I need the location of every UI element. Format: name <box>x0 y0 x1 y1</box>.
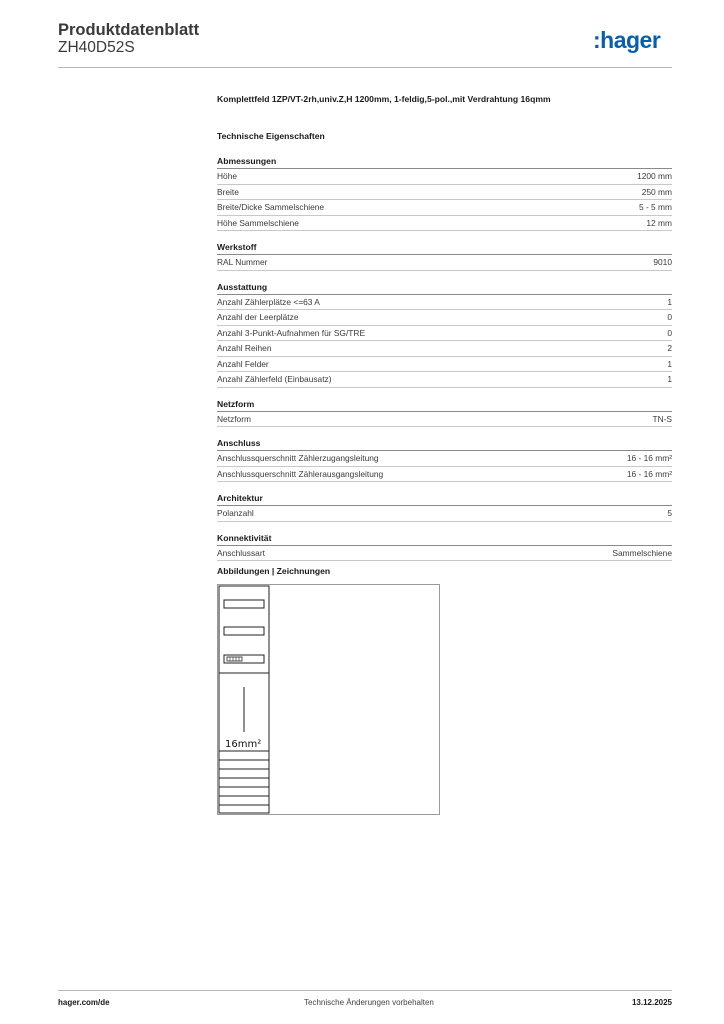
section-architektur <box>217 493 672 522</box>
section-abmessungen <box>217 156 672 231</box>
property-label: Anschlussquerschnitt Zählerausgangsleitung <box>217 468 384 479</box>
document-title: Produktdatenblatt <box>58 21 200 39</box>
distribution-panel-drawing <box>218 585 439 814</box>
property-value: 16 - 16 mm² <box>626 468 672 479</box>
property-value: 0 <box>667 312 672 322</box>
section-anschluss <box>217 438 672 482</box>
property-value: 5 <box>667 508 672 518</box>
product-code: ZH40D52S <box>58 39 135 56</box>
property-row <box>217 412 672 428</box>
property-value: 250 mm <box>641 186 672 197</box>
product-drawing-frame <box>217 584 440 815</box>
property-value: 1 <box>667 374 672 384</box>
property-value: 5 - 5 mm <box>638 202 672 212</box>
section-title: Werkstoff <box>217 242 672 255</box>
footer-divider <box>58 990 672 991</box>
property-sections <box>217 156 672 561</box>
property-value: 0 <box>667 327 672 338</box>
property-value: 9010 <box>653 257 672 267</box>
property-label: Anzahl Felder <box>217 358 269 369</box>
property-label: Höhe <box>217 171 238 181</box>
footer-website-link[interactable]: hager.com/de <box>58 998 110 1007</box>
property-value: 1200 mm <box>637 171 672 181</box>
property-label: RAL Nummer <box>217 257 268 267</box>
property-label: Breite/Dicke Sammelschiene <box>217 202 325 212</box>
property-label: Breite <box>217 186 239 197</box>
property-label: Polanzahl <box>217 508 254 518</box>
section-ausstattung <box>217 282 672 388</box>
product-content <box>217 94 672 572</box>
footer-date: 13.12.2025 <box>631 998 672 1007</box>
property-row <box>217 310 672 326</box>
property-row <box>217 341 672 357</box>
property-row <box>217 255 672 271</box>
property-label: Höhe Sammelschiene <box>217 217 299 228</box>
property-row <box>217 357 672 373</box>
property-label: Anschlussart <box>217 547 265 558</box>
property-row <box>217 326 672 342</box>
property-row <box>217 295 672 311</box>
property-row <box>217 216 672 232</box>
section-title: Architektur <box>217 493 672 506</box>
section-title: Anschluss <box>217 438 672 451</box>
section-title: Abmessungen <box>217 156 672 169</box>
cross-section-label: 16mm² <box>225 739 262 750</box>
property-row <box>217 506 672 522</box>
property-value: TN-S <box>652 413 672 424</box>
property-label: Anzahl Zählerplätze <=63 A <box>217 296 320 307</box>
header-divider <box>58 67 672 68</box>
property-row <box>217 467 672 483</box>
property-value: 1 <box>667 358 672 369</box>
technical-properties-heading: Technische Eigenschaften <box>217 131 325 141</box>
property-label: Anzahl 3-Punkt-Aufnahmen für SG/TRE <box>217 327 366 338</box>
property-row <box>217 372 672 388</box>
property-row <box>217 185 672 201</box>
section-werkstoff <box>217 242 672 271</box>
property-row <box>217 200 672 216</box>
section-konnektivität <box>217 533 672 562</box>
property-row <box>217 451 672 467</box>
property-label: Netzform <box>217 413 251 424</box>
property-value: 16 - 16 mm² <box>626 453 672 463</box>
hager-logo: :hager <box>593 27 661 53</box>
section-title: Ausstattung <box>217 282 672 295</box>
property-value: 2 <box>667 343 672 353</box>
property-label: Anzahl Zählerfeld (Einbausatz) <box>217 374 332 384</box>
property-row <box>217 169 672 185</box>
section-netzform <box>217 399 672 428</box>
section-title: Konnektivität <box>217 533 672 546</box>
product-description: Komplettfeld 1ZP/VT-2rh,univ.Z,H 1200mm, 1-feldig,5-pol.,mit Verdrahtung 16qmm <box>217 94 551 104</box>
property-label: Anschlussquerschnitt Zählerzugangsleitung <box>217 453 379 463</box>
property-row <box>217 546 672 562</box>
footer-notice: Technische Änderungen vorbehalten <box>304 998 434 1007</box>
property-label: Anzahl Reihen <box>217 343 272 353</box>
property-value: 1 <box>667 296 672 307</box>
property-label: Anzahl der Leerplätze <box>217 312 299 322</box>
figures-heading: Abbildungen | Zeichnungen <box>217 566 331 576</box>
property-value: Sammelschiene <box>612 547 672 558</box>
section-title: Netzform <box>217 399 672 412</box>
property-value: 12 mm <box>646 217 672 228</box>
